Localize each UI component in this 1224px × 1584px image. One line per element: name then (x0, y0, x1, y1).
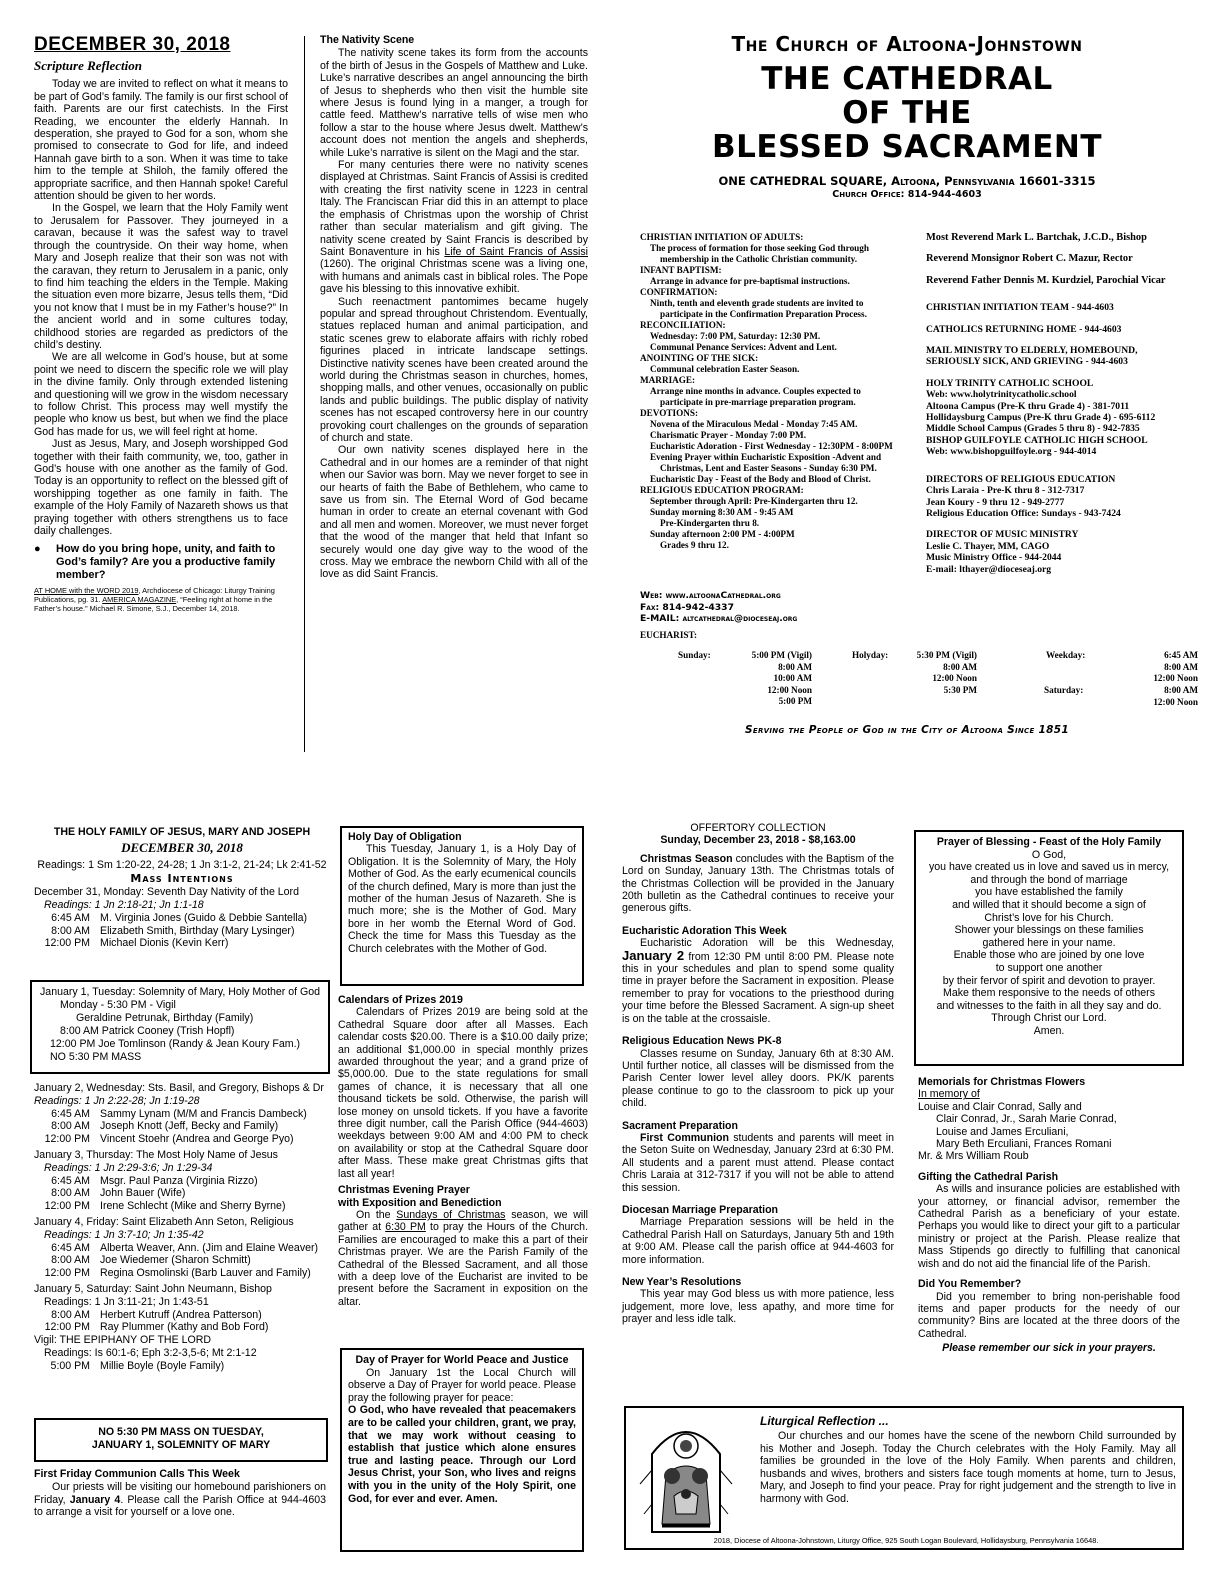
intention-row: 8:00 AM Herbert Kutruff (Andrea Patterson) (51, 1308, 262, 1321)
bulletin-date: DECEMBER 30, 2018 (34, 34, 231, 55)
liturgical-reflection-body: Our churches and our homes have the scene of the newborn Child surrounded by his Mother and Joseph. Today the Church celebrates with the Holy Family. May all families be grounded in the love of the Holy Family. When parents and children, husbands and wives, brothers and sisters face tough moments at home, turn to Jesus, Mary, and Joseph to find your peace. Pray for right judgement and the strength to live in harmony with God. (760, 1430, 1176, 1505)
info-line: Pre-Kindergarten thru 8. (660, 518, 760, 528)
info-line: ANOINTING OF THE SICK: (640, 353, 759, 363)
bullet-icon: ● (34, 543, 41, 556)
article-paragraph: The nativity scene takes its form from the accounts of the birth of Jesus in the Gospels of Matthew and Luke. Luke’s narrative describes an angel announcing the birth of Jesus to shepherds who then visit the humble site where Jesus is found lying in a manger, a trough for cattle feed. Matthew’s narrative tells of wise men who follow a star to the house where Jesus dwelt. Matthew’s account does not mention the angels and shepherds, while Luke’s narrative is silent on the Magi and the star. (320, 47, 588, 159)
catholics-returning-home: CATHOLICS RETURNING HOME - 944-4603 (926, 323, 1122, 335)
intention-row: 8:00 AM John Bauer (Wife) (51, 1187, 186, 1200)
mass-time: 6:45 AM (1164, 650, 1198, 660)
weekday-label: Weekday: (1046, 650, 1086, 660)
info-line: DEVOTIONS: (640, 408, 699, 418)
holy-family-illustration-icon (632, 1414, 740, 1534)
announcements-column: OFFERTORY COLLECTION Sunday, December 23, 2018 - $8,163.00 Christmas Season concludes with the Baptism of the Lord on Sunday, January 13th. The Christmas totals of the Christmas Collection will be provided in the January 20th bulletin as the Cathedral continues to receive your generous gifts. Eucharistic Adoration This Week Eucharistic Adoration will be this Wednesday, January 2 from 12:30 PM until 8:00 PM. Please note this in your schedules and plan to spend some quality time in prayer before the Sacrament in exposition. Please remember to pray for vocations to the priesthood during your time before the Blessed Sacrament. A sign-up sheet is on the table at the crossaisle. Religious Education News PK-8 Classes resume on Sunday, January 6th at 8:30 AM. Until further notice, all classes will be dismissed from the Parish Center lower level alley doors. PK/K parents please continue to go to the classroom to pick up your child. Sacrament Preparation First Communion students and parents will meet in the Seton Suite on Wednesday, January 23rd at 6:30 PM. All students and a parent must attend. Please contact Chris Laraia at 312-7317 if you will not be able to attend this session. Diocesan Marriage Preparation Marriage Preparation sessions will be held in the Cathedral Parish Hall on Saturdays, January 5th and 19th at 9:00 AM. Please call the parish office at 944-4603 for more information. New Year’s Resolutions This year may God bless us with more patience, less judgement, more love, less apathy, and more time for prayer and less idle talk. (622, 822, 895, 1326)
offertory-title: OFFERTORY COLLECTION (690, 822, 826, 834)
church-name: The Church of Altoona-Johnstown (731, 32, 1083, 56)
church-office-phone: Church Office: 814-944-4603 (832, 189, 982, 200)
mass-time: 5:00 PM (778, 696, 812, 707)
intention-row: 12:00 PM Irene Schlecht (Mike and Sherry Byrne) (44, 1200, 286, 1213)
info-line: MARRIAGE: (640, 375, 696, 385)
mass-time: 5:30 PM (943, 684, 977, 695)
holyday-label: Holyday: (852, 650, 889, 660)
intention-row: 6:45 AM M. Virginia Jones (Guido & Debbie Santella) (51, 911, 308, 924)
prayer-line: and willed that it should become a sign of (952, 898, 1146, 911)
intention-row: 8:00 AM Joe Wiedemer (Sharon Schmitt) (51, 1254, 251, 1267)
liturgical-reflection-box (624, 1406, 1184, 1550)
prayer-line: you have created us in love and saved us in mercy, (928, 861, 1170, 874)
mass-time: 5:30 PM (Vigil) (916, 650, 977, 660)
intention-row: 6:45 AM Alberta Weaver, Ann. (Jim and Elaine Weaver) (51, 1241, 319, 1254)
mass-intentions-continued: January 2, Wednesday: Sts. Basil, and Gregory, Bishops & Dr Readings: 1 Jn 2:22-28; Jn 1:19-28 6:45 AM Sammy Lynam (M/M and Francis Dambeck) 8:00 AM Joseph Knott (Jeff, Becky and Family) 12:00 PM Vincent Stoehr (Andrea and George Pyo) January 3, Thursday: The Most Holy Name of Jesus Readings: 1 Jn 2:29-3:6; Jn 1:29-34 6:45 AM Msgr. Paul Panza (Virginia Rizzo) 8:00 AM John Bauer (Wife) 12:00 PM Irene Schlecht (Mike and Sherry Byrne) January 4, Friday: Saint Elizabeth Ann Seton, Religious Readings: 1 Jn 3:7-10; Jn 1:35-42 6:45 AM Alberta Weaver, Ann. (Jim and Elaine Weaver) 8:00 AM Joe Wiedemer (Sharon Schmitt) 12:00 PM Regina Osmolinski (Barb Lauver and Family) January 5, Saturday: Saint John Neumann, Bishop Readings: 1 Jn 3:11-21; Jn 1:43-51 8:00 AM Herbert Kutruff (Andrea Patterson) 12:00 PM Ray Plummer (Kathy and Bob Ford) Vigil: THE EPIPHANY OF THE LORD Readings: Is 60:1-6; Eph 3:2-3,5-6; Mt 2:1-12 5:00 PM Millie Boyle (Boyle Family) (34, 1082, 334, 1373)
sacraments-info (640, 232, 922, 551)
cathedral-address: ONE CATHEDRAL SQUARE, Altoona, Pennsylvania 16601-3315 (718, 174, 1096, 188)
reflection-paragraph: Just as Jesus, Mary, and Joseph worshipped God together with their faith community, we, too, gather in God’s house with one another as the family of God. Today is an opportunity to reflect on the blessed gift of worshipping together as one family in faith. The example of the Holy Family of Nazareth shows us that praying together with others strengthens us to face daily challenges. (34, 438, 288, 538)
no-mass-notice: NO 5:30 PM MASS ON TUESDAY, JANUARY 1, SOLEMNITY OF MARY (34, 1418, 328, 1462)
parochial-vicar: Reverend Father Dennis M. Kurdziel, Parochial Vicar (926, 274, 1166, 286)
info-line: participate in the Confirmation Preparation Process. (660, 309, 867, 319)
info-line: The process of formation for those seeking God through (650, 243, 869, 253)
prayer-line: Shower your blessings on these families (954, 924, 1144, 937)
sunday-times (722, 650, 812, 708)
info-line: participate in pre-marriage preparation program. (660, 397, 856, 407)
mass-time: 10:00 AM (773, 673, 812, 684)
info-line: Charismatic Prayer - Monday 7:00 PM. (650, 430, 806, 440)
mass-intentions-heading: Mass Intentions (130, 872, 234, 886)
mass-time: 12:00 Noon (1153, 696, 1198, 707)
info-line: September through April: Pre-Kindergarten thru 12. (650, 496, 858, 506)
book-title: Life of Saint Francis of Assisi (444, 245, 588, 258)
prayer-line: to support one another (995, 961, 1103, 974)
feast-title: THE HOLY FAMILY OF JESUS, MARY AND JOSEPH (53, 826, 311, 838)
info-line: Christmas, Lent and Easter Seasons - Sunday 6:30 PM. (660, 463, 877, 473)
question-text: How do you bring hope, unity, and faith to God’s family? Are you a productive family member? (56, 543, 276, 582)
mass-time: 5:00 PM (Vigil) (751, 650, 812, 660)
info-line: Communal Penance Services: Advent and Lent. (650, 342, 837, 352)
intention-row: 8:00 AM Joseph Knott (Jeff, Becky and Family) (51, 1120, 279, 1133)
mass-time: 12:00 Noon (767, 684, 812, 695)
reflection-paragraph: We are all welcome in God’s house, but at some point we need to discern the specific role we will play in the divine family. Only through extended listening and questioning will we grow in the wisdom necessary to follow Christ. This process may well mystify the people who know us best, but when we find the place God has made for us, we will feel right at home. (34, 351, 288, 438)
nativity-scene-article (320, 34, 588, 581)
eucharist-label: EUCHARIST: (640, 630, 698, 640)
calendar-and-prayer: Calendars of Prizes 2019 Calendars of Prizes 2019 are being sold at the Cathedral Square door after all Masses. Each calendar costs $20.00. There is a $10.00 daily prize; an additional $1,000.00 in special monthly prizes awarded throughout the year; and a grand prize of $5,000.00. Due to the state regulations for small games of chance, it is necessary that all one thousand tickets be sold. Otherwise, the parish will lose money on unsold tickets. If you have a favorite three digit number, call the Parish Office (944-4603) weekdays between 9:00 AM and 4:00 PM to check on availability or stop at the Cathedral Square door after Mass. These make great Christmas gifts that last all year! Christmas Evening Prayer with Exposition and Benediction On the Sundays of Christmas season, we will gather at 6:30 PM to pray the Hours of the Church. Families are encouraged to make this a part of their Christmas prayer. We are the Parish Family of the Cathedral of the Blessed Sacrament, and all those with a deep love of the Eucharist are invited to be present before the Sacrament in exposition on the altar. (338, 994, 589, 1308)
saturday-label: Saturday: (1044, 685, 1084, 695)
info-line: RECONCILIATION: (640, 320, 726, 330)
info-line: Novena of the Miraculous Medal - Monday 7:45 AM. (650, 419, 858, 429)
email[interactable]: E-MAIL: altcathedral@dioceseaj.org (640, 613, 798, 624)
scripture-reflection-heading: Scripture Reflection (34, 58, 142, 73)
info-line: INFANT BAPTISM: (640, 265, 722, 275)
reflection-question (34, 543, 288, 582)
bishop: Most Reverend Mark L. Bartchak, J.C.D., Bishop (926, 232, 1147, 243)
prayer-line: and through the bond of marriage (970, 873, 1128, 886)
info-line: CHRISTIAN INITIATION OF ADULTS: (640, 232, 804, 242)
intention-row: 12:00 PM Ray Plummer (Kathy and Bob Ford) (44, 1321, 269, 1334)
info-line: Wednesday: 7:00 PM, Saturday: 12:30 PM. (650, 331, 821, 341)
info-line: RELIGIOUS EDUCATION PROGRAM: (640, 485, 804, 495)
first-friday-notice: First Friday Communion Calls This Week Our priests will be visiting our homebound parishioners on Friday, January 4. Please call the Parish Office at 944-4603 to arrange a visit for yourself or a love one. (34, 1468, 327, 1519)
info-line: Ninth, tenth and eleventh grade students are invited to (650, 298, 864, 308)
saturday-times (1110, 685, 1198, 708)
website[interactable]: Web: www.altoonaCathedral.org (640, 590, 781, 601)
mass-time: 12:00 Noon (932, 673, 977, 684)
offertory-amount: Sunday, December 23, 2018 - $8,163.00 (660, 834, 856, 847)
mass-time: 8:00 AM (778, 661, 812, 672)
info-line: Grades 9 thru 12. (660, 540, 729, 550)
prayer-line: gathered here in your name. (982, 936, 1116, 949)
info-line: Communal celebration Easter Season. (650, 364, 800, 374)
info-line: Evening Prayer within Eucharistic Exposition -Advent and (650, 452, 882, 462)
mass-time: 8:00 AM (943, 661, 977, 672)
column-divider (304, 36, 305, 752)
prayer-line: Enable those who are joined by one love (953, 949, 1145, 962)
memorials-and-gifting: Memorials for Christmas Flowers In memory of Louise and Clair Conrad, Sally and Clair Conrad, Jr., Sarah Marie Conrad, Louise and James Erculiani, Mary Beth Erculiani, Frances Romani Mr. & Mrs William Roub Gifting the Cathedral Parish As wills and insurance policies are established with your attorney, or financial advisor, remember the Cathedral Parish as a beneficiary of your estate. Perhaps you would like to direct your gift to a particular ministry or project at the Parish. Please realize that Mass Stipends go directly to fulfilling that canonical wish and do not aid the financial life of the Parish. Did You Remember? Did you remember to bring non-perishable food items and paper products for the needy of our community? Bins are located at the three doors of the Cathedral. Please remember our sick in your prayers. (918, 1076, 1180, 1355)
intention-row: 6:45 AM Msgr. Paul Panza (Virginia Rizzo) (51, 1174, 258, 1187)
rector: Reverend Monsignor Robert C. Mazur, Rector (926, 253, 1133, 265)
intention-row: 8:00 AM Elizabeth Smith, Birthday (Mary Lysinger) (51, 924, 295, 937)
prayer-line: Amen. (1033, 1024, 1065, 1037)
holy-trinity-school: HOLY TRINITY CATHOLIC SCHOOL (926, 377, 1094, 389)
day-readings: Readings: 1 Jn 2:18-21; Jn 1:1-18 (44, 898, 204, 911)
religious-education-directors: DIRECTORS OF RELIGIOUS EDUCATION (926, 473, 1116, 485)
liturgical-reflection-title: Liturgical Reflection ... (760, 1414, 889, 1428)
info-line: Eucharistic Adoration - First Wednesday - 12:30PM - 8:00PM (650, 441, 893, 451)
prayer-of-blessing-box: Prayer of Blessing - Feast of the Holy Family O God, you have created us in love and saved us in mercy, and through the bond of marriage you have established the family and willed that it should become a sign of Christ’s love for his Church. Shower your blessings on these families gathered here in your name. Enable those who are joined by one love to support one another by their fervor of spirit and devotion to prayer. Make them responsive to the needs of others and witnesses to the faith in all they say and do. Through Christ our Lord. Amen. (914, 830, 1184, 1066)
prayer-line: Make them responsive to the needs of others (943, 987, 1155, 1000)
info-line: Sunday afternoon 2:00 PM - 4:00PM (650, 529, 795, 539)
info-line: membership in the Catholic Christian community. (660, 254, 858, 264)
feast-date: DECEMBER 30, 2018 (121, 839, 243, 855)
info-line: Sunday morning 8:30 AM - 9:45 AM (650, 507, 794, 517)
reflection-paragraph: Today we are invited to reflect on what it means to be part of God’s family. The family is our first school of faith. Parents are our first catechists. In the First Reading, we encounter the elderly Hannah. In desperation, she prayed to God for a son, whom she promised to consecrate to God for life, and indeed Hannah gave birth to a son. When it was time to take him to the temple at Shiloh, the family offered the appropriate sacrifice, and then Hannah spoke! Careful attention should be given to her words. (34, 78, 288, 203)
intention-row: 6:45 AM Sammy Lynam (M/M and Francis Dambeck) (51, 1107, 307, 1120)
jan1-box: January 1, Tuesday: Solemnity of Mary, Holy Mother of God Monday - 5:30 PM - Vigil Geraldine Petrunak, Birthday (Family) 8:00 AM Patrick Cooney (Trish Hopfl) 12:00 PM Joe Tomlinson (Randy & Jean Koury Fam.) NO 5:30 PM MASS (30, 980, 330, 1074)
day-heading: December 31, Monday: Seventh Day Nativity of the Lord (34, 886, 299, 899)
prayer-line: O God, (1031, 848, 1067, 861)
info-line: Eucharistic Day - Feast of the Body and Blood of Christ. (650, 474, 871, 484)
feast-readings: Readings: 1 Sm 1:20-22, 24-28; 1 Jn 3:1-2, 21-24; Lk 2:41-52 (37, 858, 327, 871)
intention-row: 12:00 PM Regina Osmolinski (Barb Lauver and Family) (44, 1267, 311, 1280)
article-title: The Nativity Scene (320, 34, 415, 46)
masthead (612, 32, 1202, 200)
mass-schedule (640, 630, 1210, 707)
mass-time: 8:00 AM (1164, 661, 1198, 672)
info-line: CONFIRMATION: (640, 287, 718, 297)
reflection-source: AT HOME with the WORD 2019, Archdiocese of Chicago: Liturgy Training Publications, pg. 31. AMERICA MAGAZINE, “Feeling right at home in the Father’s house.” Michael R. Simone, S.J., December 14, 2018. (34, 586, 275, 614)
bishop-guilfoyle-school: BISHOP GUILFOYLE CATHOLIC HIGH SCHOOL (926, 434, 1148, 446)
intention-list (34, 912, 330, 950)
mass-time: 12:00 Noon (1153, 673, 1198, 684)
christian-initiation-team: CHRISTIAN INITIATION TEAM - 944-4603 (926, 302, 1114, 314)
cathedral-name: THE CATHEDRAL OF THE BLESSED SACRAMENT (711, 61, 1103, 165)
serving-tagline: Serving the People of God in the City of Altoona Since 1851 (745, 724, 1069, 736)
prayer-line: Through Christ our Lord. (991, 1012, 1107, 1025)
weekday-times (1110, 650, 1198, 685)
mass-time: 8:00 AM (1164, 685, 1198, 695)
fax: Fax: 814-942-4337 (640, 601, 734, 613)
prayer-line: Christ’s love for his Church. (984, 911, 1114, 924)
holyday-times (895, 650, 977, 696)
world-peace-box: Day of Prayer for World Peace and Justice On January 1st the Local Church will observe a Day of Prayer for world peace. Please pray the following prayer for peace: O God, who have revealed that peacemakers are to be called your children, grant, we pray, that we may work without ceasing to establish that justice which alone ensures true and lasting peace. Through our Lord Jesus Christ, your Son, who lives and reigns with you in the unity of the Holy Spirit, one God, for ever and ever. Amen. (340, 1348, 584, 1552)
contact-block (640, 590, 940, 625)
info-line: Arrange in advance for pre-baptismal instructions. (650, 276, 850, 286)
article-paragraph: For many centuries there were no nativity scenes displayed at Christmas. Saint Francis of Assisi is credited with creating the first nativity scene in 1223 in central Italy. The Franciscan Friar did this in an attempt to place the emphasis of Christmas upon the worship of Christ rather than secular materialism and gift giving. The nativity scene created by Saint Francis is described by Saint Bonaventure in his Life of Saint Francis of Assisi (1260). The original Christmas scene was a living one, with humans and animals cast in biblical roles. The Pope gave his blessing to this innovative exhibit. (320, 159, 588, 296)
scripture-reflection-column (34, 34, 288, 613)
holy-day-box: Holy Day of Obligation This Tuesday, January 1, is a Holy Day of Obligation. It is the Solemnity of Mary, the Holy Mother of God. As the early ecumenical councils of the church defined, Mary is more than just the mother of the human Jesus of Nazareth. She is much more; she is the Mother of God. Mary bore in her womb the Eternal Word of God. Check the time for Mass this Tuesday as the Church celebrates with the Mother of God. (340, 826, 584, 986)
article-paragraph: Our own nativity scenes displayed here in the Cathedral and in our homes are a reminder of that night when our Savior was born. May we never forget to see in our hearts of faith the Babe of Bethlehem, who came to save us from sin. The Eternal Word of God became human in order to create an eternal covenant with God and all men and women. Moreover, we must never forget that the wood of the manger that held that Infant so securely would one day give way to the wood of the cross. May we embrace the newborn Child with all of the love as did Saint Francis. (320, 444, 588, 581)
prayer-line: you have established the family (975, 886, 1123, 899)
intention-row: 12:00 PM Michael Dionis (Kevin Kerr) (44, 937, 229, 950)
prayer-line: and witnesses to the faith in all they say and do. (936, 999, 1162, 1012)
intention-row: 5:00 PM Millie Boyle (Boyle Family) (50, 1359, 225, 1372)
reflection-paragraph: In the Gospel, we learn that the Holy Family went to Jerusalem for Passover. They journeyed in a caravan, because it was the safest way to travel through the countryside. On their way home, when Mary and Joseph realize that their son was not with the caravan, they return to Jerusalem in a panic, only to find him teaching the elders in the Temple. Making the situation even more bizarre, Jesus tells them, “Did you not know that I must be in my Father’s house?” In the ancient world and in some cultures today, childhood stories are regarded as predictors of the child’s destiny. (34, 202, 288, 351)
clergy-and-contacts: Most Reverend Mark L. Bartchak, J.C.D., Bishop Reverend Monsignor Robert C. Mazur, Rector Reverend Father Dennis M. Kurdziel, Parochial Vicar CHRISTIAN INITIATION TEAM - 944-4603 CATHOLICS RETURNING HOME - 944-4603 MAIL MINISTRY TO ELDERLY, HOMEBOUND, SERIOUSLY SICK, AND GRIEVING - 944-4603 HOLY TRINITY CATHOLIC SCHOOL Web: www.holytrinitycatholic.school Altoona Campus (Pre-K thru Grade 4) - 381-7011 Hollidaysburg Campus (Pre-K thru Grade 4) - 695-6112 Middle School Campus (Grades 5 thru 8) - 942-7835 BISHOP GUILFOYLE CATHOLIC HIGH SCHOOL Web: www.bishopguilfoyle.org - 944-4014 DIRECTORS OF RELIGIOUS EDUCATION Chris Laraia - Pre-K thru 8 - 312-7317 Jean Koury - 9 thru 12 - 949-2777 Religious Education Office: Sundays - 943-7424 DIRECTOR OF MUSIC MINISTRY Leslie C. Thayer, MM, CAGO Music Ministry Office - 944-2044 E-mail: lthayer@dioceseaj.org (926, 232, 1216, 575)
mass-intentions-column (34, 826, 330, 950)
prayer-line: by their fervor of spirit and devotion to prayer. (942, 974, 1156, 987)
liturgical-reflection-credit: 2018, Diocese of Altoona-Johnstown, Liturgy Office, 925 South Logan Boulevard, Hollidaysburg, Pennsylvania 16648. (713, 1536, 1099, 1545)
article-paragraph: Such reenactment pantomimes became hugely popular and spread throughout Christendom. Eventually, statues replaced human and animal participation, and static scenes grew to elaborate affairs with richly robed figurines placed in intricate landscape settings. Distinctive nativity scenes have been created around the world during the Christmas season in churches, homes, shopping malls, and other venues, occasionally on public lands and public buildings. The public display of nativity scenes has not escaped controversy here in our country provoking court challenges on the grounds of separation of church and state. (320, 295, 588, 444)
info-line: Arrange nine months in advance. Couples expected to (650, 386, 861, 396)
intention-row: 12:00 PM Vincent Stoehr (Andrea and George Pyo) (44, 1133, 294, 1146)
music-ministry-director: DIRECTOR OF MUSIC MINISTRY (926, 529, 1079, 541)
mail-ministry: MAIL MINISTRY TO ELDERLY, HOMEBOUND, (926, 345, 1138, 357)
sunday-label: Sunday: (678, 650, 711, 660)
